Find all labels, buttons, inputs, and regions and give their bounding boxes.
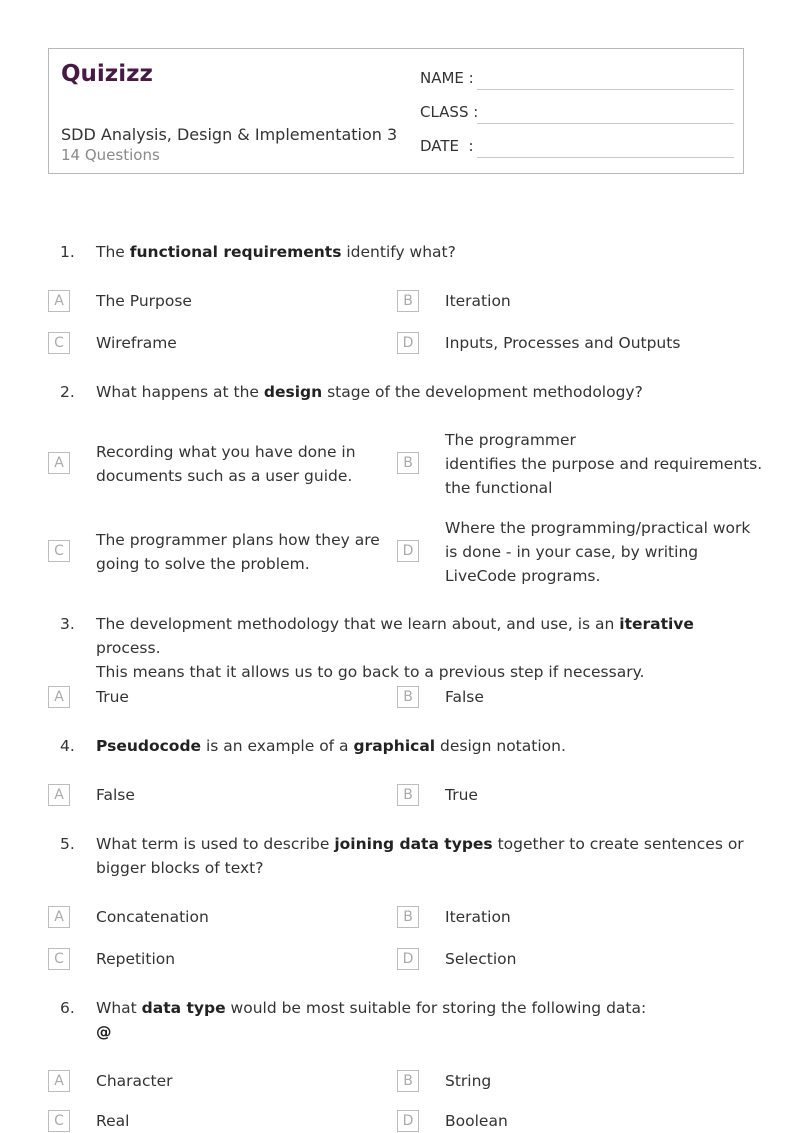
option-text[interactable]: Repetition bbox=[96, 950, 176, 968]
question-count: 14 Questions bbox=[61, 146, 160, 164]
question-number: 3. bbox=[60, 615, 75, 633]
option-letter[interactable]: A bbox=[48, 452, 70, 474]
option-letter[interactable]: C bbox=[48, 1110, 70, 1132]
date-field[interactable] bbox=[420, 131, 734, 161]
option-letter[interactable]: B bbox=[397, 906, 419, 928]
option-text[interactable]: True bbox=[96, 688, 129, 706]
option-letter[interactable]: B bbox=[397, 1070, 419, 1092]
question-number: 4. bbox=[60, 737, 75, 755]
option-letter[interactable]: C bbox=[48, 948, 70, 970]
question-text: What term is used to describe joining data types together to create sentences or bigger blocks of text? bbox=[96, 835, 744, 877]
option-text[interactable]: The programmer identifies the purpose and requirements. the functional bbox=[445, 431, 763, 497]
class-label: CLASS : bbox=[420, 103, 479, 121]
option-text[interactable]: Inputs, Processes and Outputs bbox=[445, 334, 681, 352]
option-letter[interactable]: C bbox=[48, 332, 70, 354]
option-letter[interactable]: B bbox=[397, 784, 419, 806]
worksheet-header bbox=[48, 48, 744, 174]
option-text[interactable]: Recording what you have done in documents such as a user guide. bbox=[96, 443, 356, 485]
option-text[interactable]: True bbox=[445, 786, 478, 804]
question-text: What happens at the design stage of the development methodology? bbox=[96, 383, 643, 401]
option-text[interactable]: Real bbox=[96, 1112, 130, 1130]
option-letter[interactable]: A bbox=[48, 686, 70, 708]
option-letter[interactable]: D bbox=[397, 540, 419, 562]
date-line[interactable] bbox=[477, 157, 734, 158]
question-number: 5. bbox=[60, 835, 75, 853]
option-letter[interactable]: D bbox=[397, 1110, 419, 1132]
name-field[interactable] bbox=[420, 63, 734, 93]
option-text[interactable]: Where the programming/practical work is done - in your case, by writing LiveCode programs. bbox=[445, 519, 751, 585]
quizizz-logo bbox=[61, 59, 153, 87]
option-letter[interactable]: A bbox=[48, 906, 70, 928]
svg-text:Quizizz: Quizizz bbox=[61, 61, 153, 87]
option-text[interactable]: Boolean bbox=[445, 1112, 508, 1130]
option-letter[interactable]: A bbox=[48, 290, 70, 312]
option-text[interactable]: Iteration bbox=[445, 292, 511, 310]
option-letter[interactable]: B bbox=[397, 686, 419, 708]
question-number: 2. bbox=[60, 383, 75, 401]
question-text: The functional requirements identify what? bbox=[96, 243, 456, 261]
worksheet-title: SDD Analysis, Design & Implementation 3 bbox=[61, 125, 398, 144]
class-line[interactable] bbox=[477, 123, 734, 124]
option-letter[interactable]: A bbox=[48, 784, 70, 806]
option-text[interactable]: False bbox=[445, 688, 484, 706]
class-field[interactable] bbox=[420, 97, 734, 127]
question-text: The development methodology that we learn about, and use, is an iterative process. This means that it allows us to go back to a previous step if necessary. bbox=[96, 615, 694, 681]
option-text[interactable]: The programmer plans how they are going to solve the problem. bbox=[96, 531, 380, 573]
option-text[interactable]: Concatenation bbox=[96, 908, 209, 926]
option-letter[interactable]: D bbox=[397, 948, 419, 970]
question-text: Pseudocode is an example of a graphical design notation. bbox=[96, 737, 566, 755]
option-letter[interactable]: A bbox=[48, 1070, 70, 1092]
option-text[interactable]: False bbox=[96, 786, 135, 804]
option-text[interactable]: Selection bbox=[445, 950, 517, 968]
name-label: NAME : bbox=[420, 69, 474, 87]
option-letter[interactable]: B bbox=[397, 452, 419, 474]
option-letter[interactable]: C bbox=[48, 540, 70, 562]
question-number: 1. bbox=[60, 243, 75, 261]
question-number: 6. bbox=[60, 999, 75, 1017]
date-label: DATE : bbox=[420, 137, 474, 155]
option-text[interactable]: The Purpose bbox=[96, 292, 192, 310]
option-letter[interactable]: D bbox=[397, 332, 419, 354]
option-text[interactable]: String bbox=[445, 1072, 492, 1090]
option-text[interactable]: Iteration bbox=[445, 908, 511, 926]
question-text: What data type would be most suitable for storing the following data: @ bbox=[96, 999, 647, 1041]
option-text[interactable]: Character bbox=[96, 1072, 173, 1090]
option-letter[interactable]: B bbox=[397, 290, 419, 312]
name-line[interactable] bbox=[477, 89, 734, 90]
option-text[interactable]: Wireframe bbox=[96, 334, 177, 352]
